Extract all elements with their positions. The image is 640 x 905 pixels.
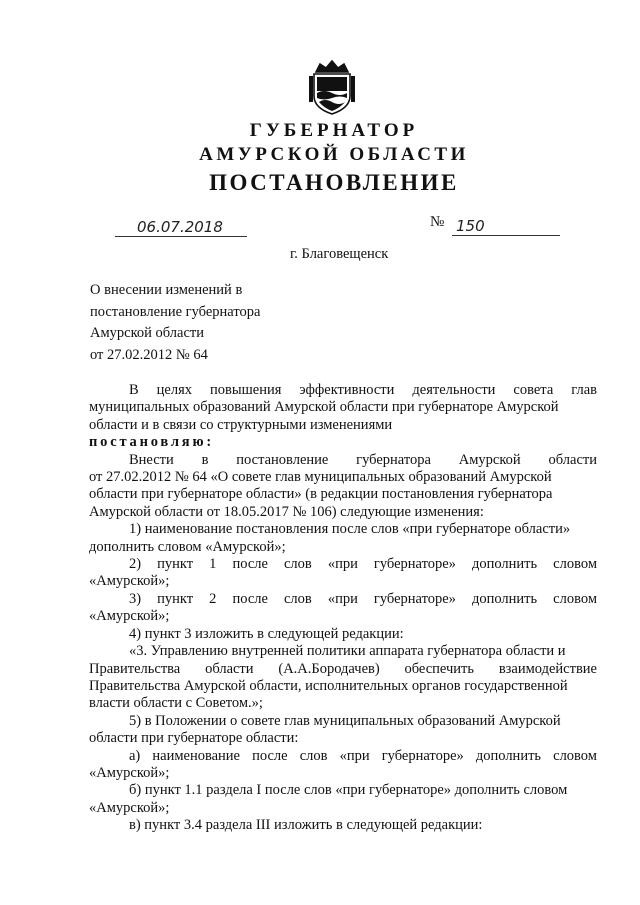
body-line: от 27.02.2012 № 64 «О совете глав муниципальных образований Амурской bbox=[89, 469, 552, 486]
word: пункт bbox=[157, 556, 194, 573]
body-line: «3. Управлению внутренней политики аппарата губернатора области и bbox=[129, 643, 566, 660]
city: г. Благовещенск bbox=[290, 246, 389, 262]
word: слов bbox=[283, 556, 312, 573]
body-line: власти области с Советом.»; bbox=[89, 695, 263, 712]
word: пункт bbox=[157, 590, 194, 607]
subject-line: постановление губернатора bbox=[90, 303, 261, 320]
word: после bbox=[232, 590, 268, 607]
document-number: 150 bbox=[452, 217, 560, 236]
body-line: Правительства Амурской области, исполнительных органов государственной bbox=[89, 677, 568, 694]
word: Амурской bbox=[458, 451, 521, 468]
word: слов bbox=[299, 747, 328, 764]
word: 3) bbox=[129, 590, 142, 607]
body-line: муниципальных образований Амурской области при губернаторе Амурской bbox=[89, 399, 559, 416]
word: взаимодействие bbox=[498, 660, 597, 677]
word: словом bbox=[553, 747, 597, 764]
body-line: 1) наименование постановления после слов «при губернаторе области» bbox=[129, 521, 571, 538]
body-line: «Амурской»; bbox=[89, 799, 170, 816]
body-line: дополнить словом «Амурской»; bbox=[89, 538, 286, 555]
word: 1 bbox=[209, 556, 217, 573]
word: слов bbox=[283, 590, 312, 607]
resolve-word: постановляю: bbox=[89, 434, 214, 451]
body-line: области и в связи со структурными изменениями bbox=[89, 416, 393, 433]
word: «при bbox=[327, 556, 358, 573]
word: дополнить bbox=[471, 590, 538, 607]
word: глав bbox=[571, 382, 597, 398]
body-line: области при губернаторе области: bbox=[89, 730, 299, 747]
word: целях bbox=[156, 382, 193, 398]
body-line bbox=[89, 661, 597, 678]
word: повышения bbox=[210, 382, 282, 398]
word: Внести bbox=[129, 451, 174, 468]
org-title-line1: ГУБЕРНАТОР bbox=[249, 120, 419, 141]
body-line bbox=[89, 591, 597, 608]
subject-line: О внесении изменений в bbox=[90, 282, 243, 298]
body-line bbox=[89, 382, 597, 399]
word: «при bbox=[327, 590, 358, 607]
word: а) bbox=[129, 747, 141, 764]
word: постановление bbox=[236, 451, 329, 468]
body-line: области при губернаторе области» (в редакции постановления губернатора bbox=[89, 486, 553, 503]
body-line bbox=[89, 452, 597, 469]
word: (А.А.Бородачев) bbox=[278, 660, 380, 677]
body-line: Амурской области от 18.05.2017 № 106) следующие изменения: bbox=[89, 503, 484, 520]
word: обеспечить bbox=[404, 660, 475, 677]
word: области bbox=[205, 660, 254, 677]
body-line: «Амурской»; bbox=[89, 608, 170, 625]
word: губернаторе» bbox=[381, 747, 464, 764]
number-label: № bbox=[430, 214, 445, 230]
document-type-title: ПОСТАНОВЛЕНИЕ bbox=[209, 170, 459, 195]
body-line: 5) в Положении о совете глав муниципальных образований Амурской bbox=[129, 712, 561, 729]
word: словом bbox=[553, 590, 597, 607]
word: деятельности bbox=[412, 382, 496, 398]
word: в bbox=[201, 451, 209, 468]
word: словом bbox=[553, 556, 597, 573]
body-line: в) пункт 3.4 раздела III изложить в следующей редакции: bbox=[129, 817, 483, 834]
org-title-line2: АМУРСКОЙ ОБЛАСТИ bbox=[199, 144, 469, 165]
word: В bbox=[129, 382, 139, 398]
body-line: б) пункт 1.1 раздела I после слов «при губернаторе» дополнить словом bbox=[129, 782, 568, 799]
word: Правительства bbox=[89, 660, 181, 677]
body-line: «Амурской»; bbox=[89, 764, 170, 781]
word: после bbox=[252, 747, 288, 764]
document-date: 06.07.2018 bbox=[115, 218, 247, 237]
word: 2) bbox=[129, 556, 142, 573]
word: дополнить bbox=[471, 556, 538, 573]
word: дополнить bbox=[475, 747, 542, 764]
amur-region-coat-of-arms-icon bbox=[306, 58, 358, 116]
word: губернатора bbox=[356, 451, 431, 468]
word: «при bbox=[339, 747, 370, 764]
document-body bbox=[89, 382, 597, 835]
subject-line: от 27.02.2012 № 64 bbox=[90, 346, 208, 363]
word: области bbox=[548, 451, 597, 468]
word: 2 bbox=[209, 590, 217, 607]
body-line: 4) пункт 3 изложить в следующей редакции: bbox=[129, 625, 404, 642]
word: совета bbox=[513, 382, 554, 398]
word: губернаторе» bbox=[373, 556, 456, 573]
body-line bbox=[89, 748, 597, 765]
word: после bbox=[232, 556, 268, 573]
word: губернаторе» bbox=[373, 590, 456, 607]
body-line: «Амурской»; bbox=[89, 573, 170, 590]
word: наименование bbox=[152, 747, 240, 764]
subject-line: Амурской области bbox=[90, 325, 204, 341]
word: эффективности bbox=[299, 382, 395, 398]
body-line bbox=[89, 556, 597, 573]
document-subject bbox=[90, 280, 260, 366]
